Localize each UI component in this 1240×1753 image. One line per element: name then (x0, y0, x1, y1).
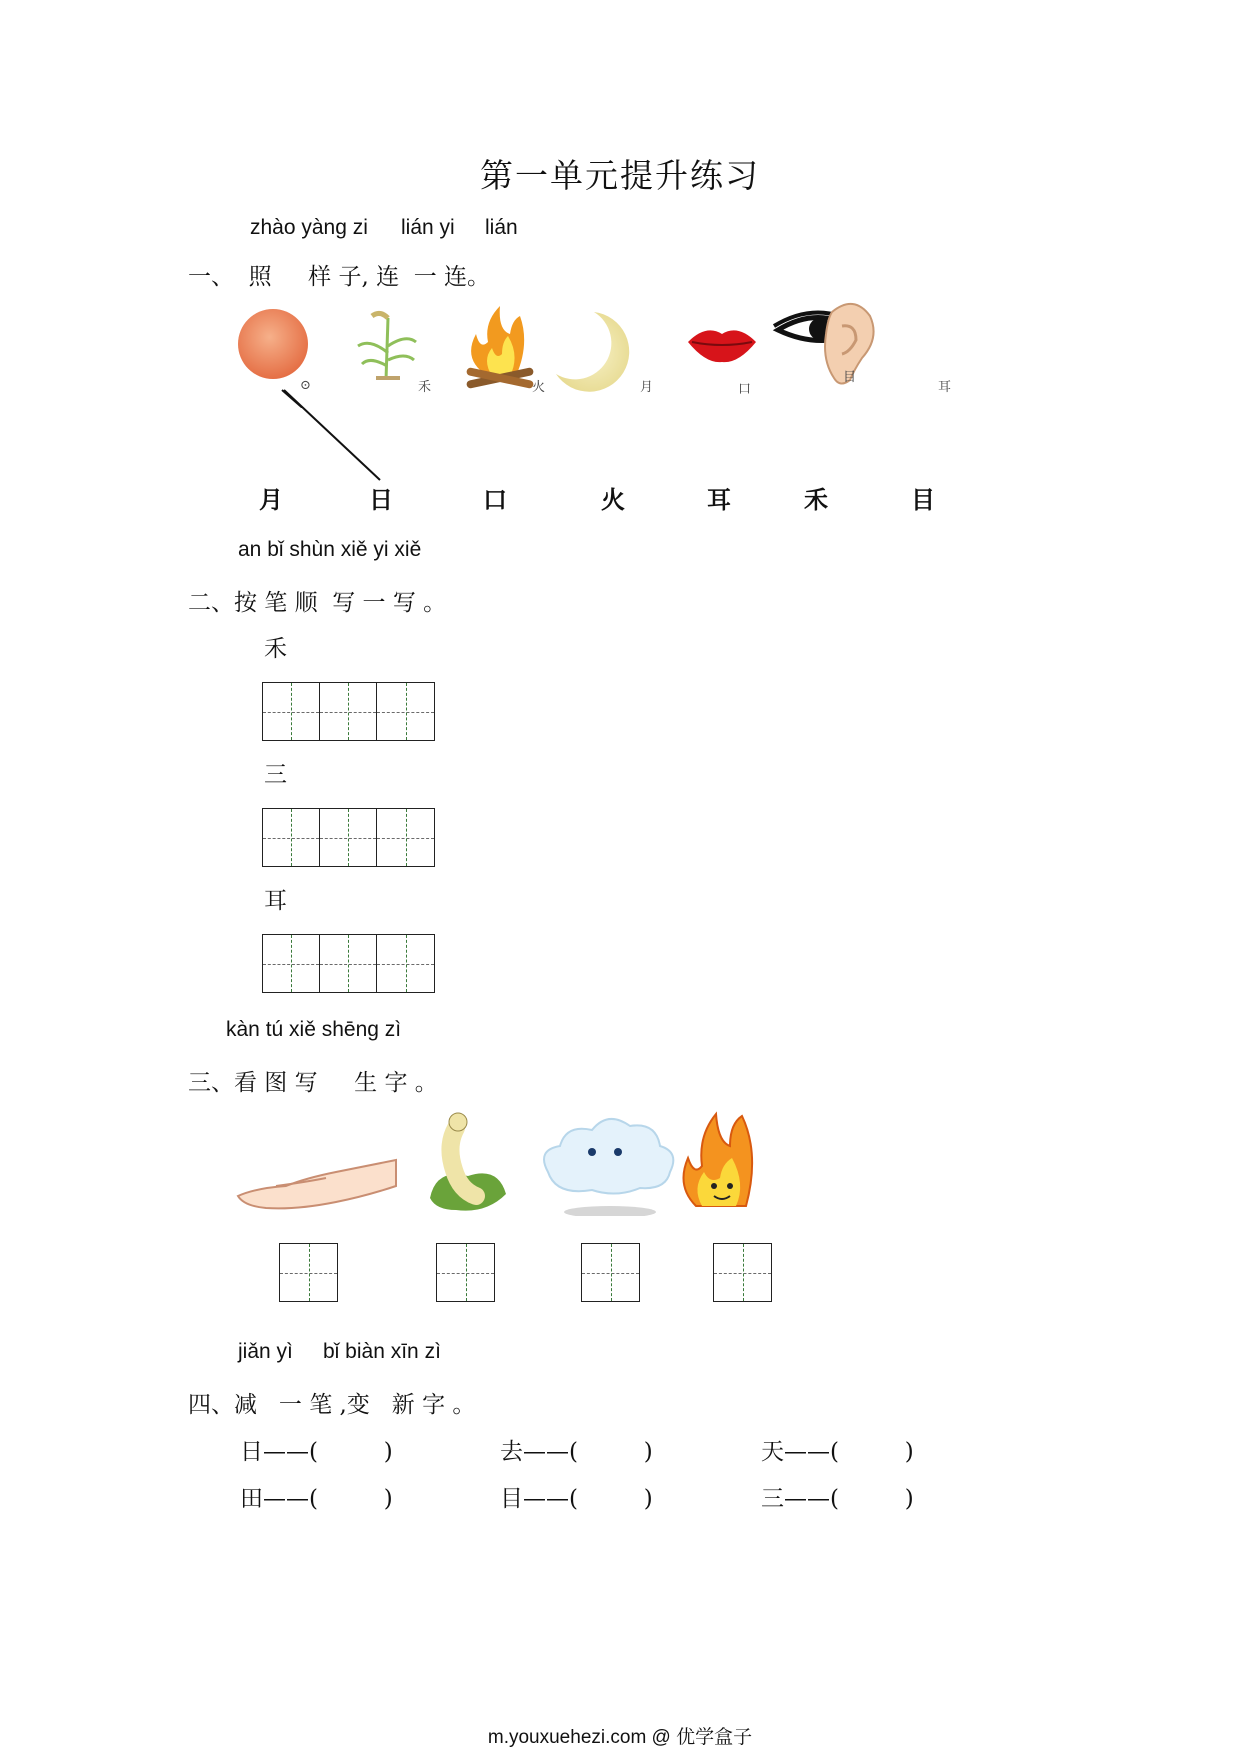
section2-heading: 二、按 笔 顺 写 一 写 。 (188, 590, 447, 616)
writing-cell[interactable] (437, 1244, 494, 1301)
answer-box-cloud[interactable] (581, 1243, 640, 1302)
cloud-icon (544, 1119, 673, 1216)
pinyin-zhao-yang-zi: zhào yàng zi (250, 216, 368, 239)
writing-cell[interactable] (320, 809, 377, 866)
writing-grid-er[interactable] (262, 934, 435, 993)
page-title: 第一单元提升练习 (480, 156, 760, 195)
answer-char-er[interactable]: 耳 (707, 485, 731, 514)
section3-pictures (236, 1106, 776, 1216)
writing-grid-he[interactable] (262, 682, 435, 741)
writing-cell[interactable] (582, 1244, 639, 1301)
fire-glyph: 火 (532, 380, 546, 395)
section1-heading: 一、 照 样 子, 连 一 连。 (188, 264, 491, 290)
eye-glyph: 目 (843, 370, 857, 385)
answer-box-silkworm[interactable] (436, 1243, 495, 1302)
practice-char-label: 耳 (264, 888, 287, 914)
fill-blank-ri[interactable]: 日——( ) (240, 1439, 393, 1465)
pinyin-lian-yi: lián yi (401, 216, 455, 239)
answer-char-yue[interactable]: 月 (259, 485, 283, 514)
answer-char-mu[interactable]: 目 (911, 485, 935, 514)
answer-char-he[interactable]: 禾 (804, 485, 828, 514)
fill-blank-san[interactable]: 三——( ) (761, 1486, 914, 1512)
writing-cell[interactable] (377, 935, 434, 992)
connection-line (280, 388, 390, 483)
writing-cell[interactable] (263, 683, 320, 740)
footer-source: m.youxuehezi.com @ 优学盒子 (487, 1727, 753, 1748)
hand-icon (238, 1160, 396, 1208)
writing-cell[interactable] (280, 1244, 337, 1301)
answer-char-huo[interactable]: 火 (601, 485, 625, 514)
fill-blank-tian[interactable]: 天——( ) (761, 1439, 914, 1465)
ear-glyph: 耳 (938, 380, 952, 395)
writing-cell[interactable] (320, 683, 377, 740)
writing-cell[interactable] (263, 935, 320, 992)
practice-char-label: 三 (264, 762, 287, 788)
mouth-glyph: 口 (738, 382, 752, 397)
answer-char-ri[interactable]: 日 (369, 485, 393, 514)
moon-icon (556, 312, 629, 392)
writing-cell[interactable] (320, 935, 377, 992)
section3-pinyin: kàn tú xiě shēng zì (226, 1018, 402, 1041)
fill-blank-tian2[interactable]: 田——( ) (240, 1486, 393, 1512)
moon-glyph: 月 (640, 380, 654, 395)
fill-blank-mu[interactable]: 目——( ) (500, 1486, 653, 1512)
writing-grid-san[interactable] (262, 808, 435, 867)
section4-heading: 四、减 一 笔 ,变 新 字 。 (188, 1392, 476, 1418)
writing-cell[interactable] (377, 809, 434, 866)
rice-plant-icon (358, 313, 416, 380)
practice-char-label: 禾 (264, 636, 287, 662)
fill-blank-qu[interactable]: 去——( ) (500, 1439, 653, 1465)
section3-heading: 三、看 图 写 生 字 。 (188, 1070, 438, 1096)
pinyin-jian-yi: jiǎn yì (238, 1340, 293, 1363)
writing-cell[interactable] (714, 1244, 771, 1301)
writing-cell[interactable] (263, 809, 320, 866)
rice-glyph: 禾 (418, 380, 432, 395)
answer-box-hand[interactable] (279, 1243, 338, 1302)
pinyin-lian: lián (485, 216, 518, 239)
silkworm-icon (430, 1113, 506, 1211)
sun-icon (238, 309, 308, 379)
mouth-icon (688, 330, 756, 362)
writing-cell[interactable] (377, 683, 434, 740)
flame-icon (684, 1114, 753, 1206)
answer-char-kou[interactable]: 口 (483, 485, 507, 514)
answer-box-flame[interactable] (713, 1243, 772, 1302)
pinyin-bi-bian-xin-zi: bǐ biàn xīn zì (323, 1340, 441, 1363)
fire-icon (466, 306, 534, 389)
section2-pinyin: an bǐ shùn xiě yi xiě (238, 538, 422, 561)
sun-glyph: ⊙ (300, 378, 311, 393)
